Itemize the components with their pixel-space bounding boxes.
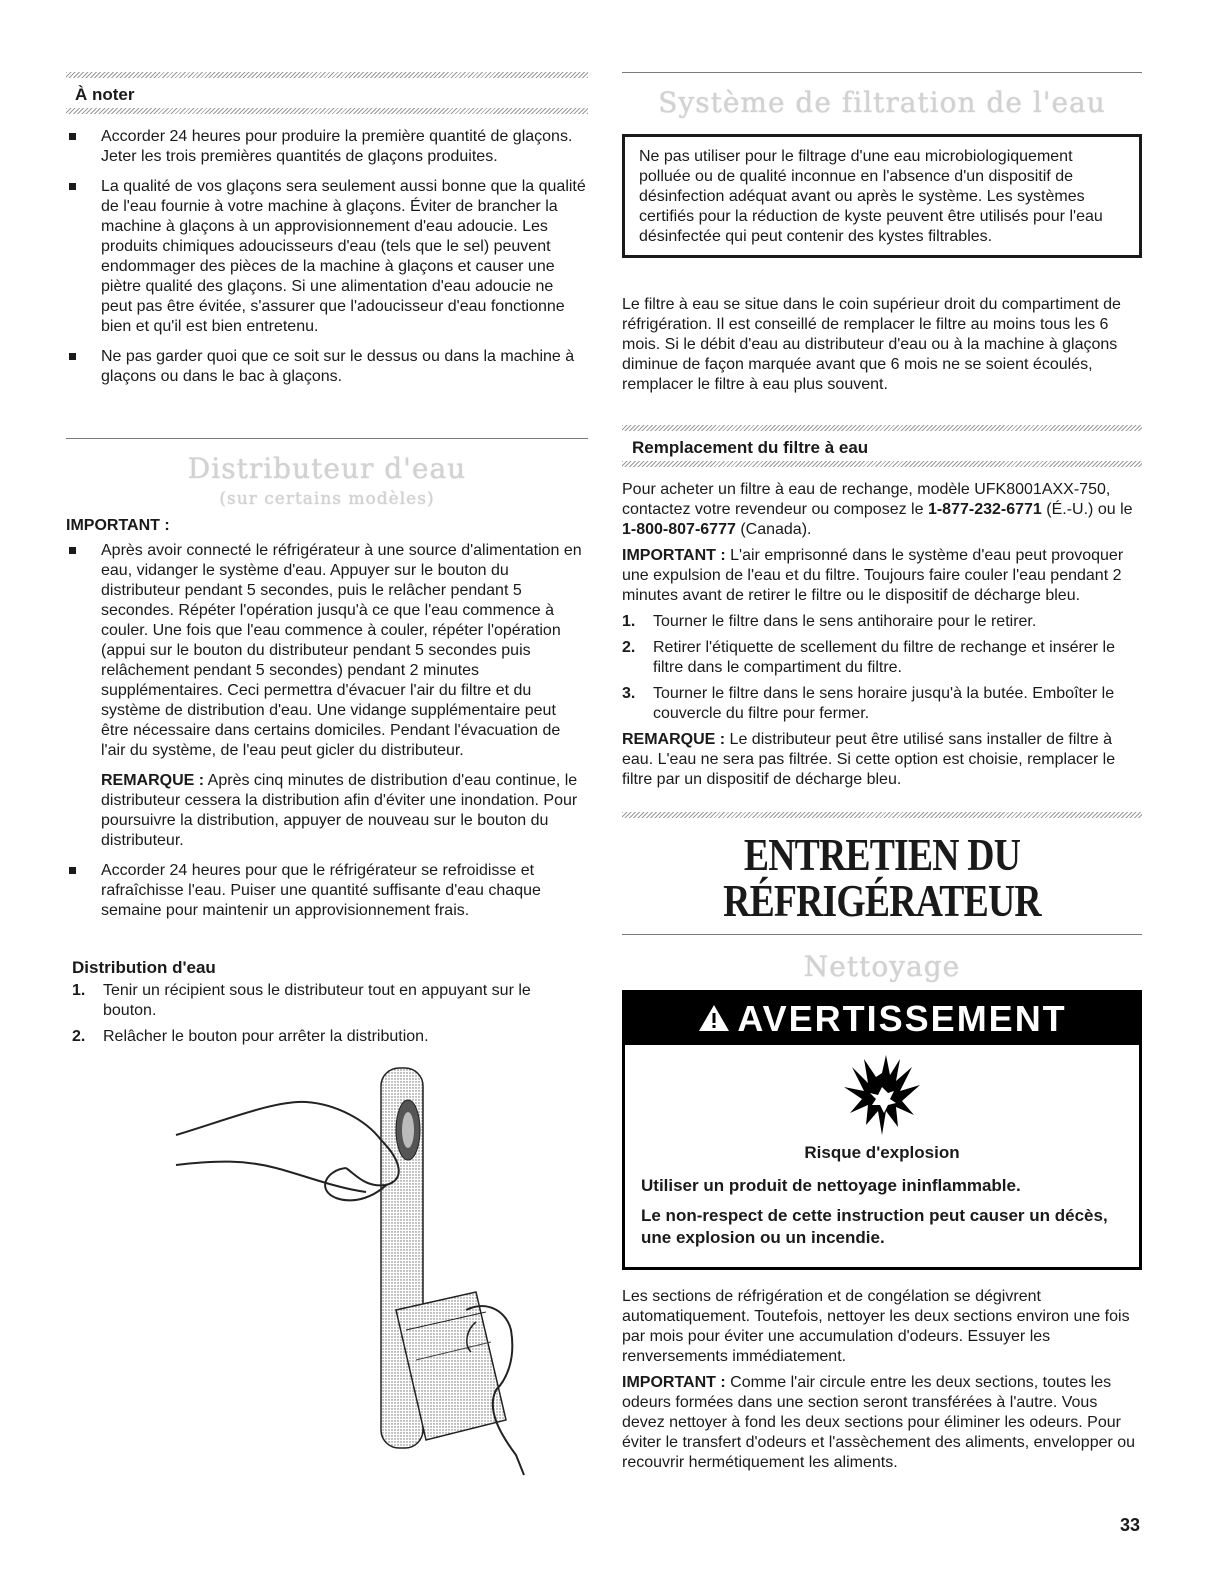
section-divider bbox=[66, 108, 588, 114]
dispenser-title: Distributeur d'eau bbox=[187, 452, 467, 485]
remarque-label: REMARQUE : bbox=[622, 731, 726, 748]
distribution-heading: Distribution d'eau bbox=[72, 958, 216, 977]
step-number: 2. bbox=[622, 639, 636, 656]
replace-section bbox=[622, 480, 1142, 796]
page-number: 33 bbox=[1120, 1515, 1141, 1535]
cleaning-section bbox=[622, 1287, 1142, 1479]
remarque-text: Le distributeur peut être utilisé sans installer de filtre à eau. L'eau ne sera pas filtrée. Si cette option est choisie, remplacer le filtre par un dispositif de décharge bleu. bbox=[622, 731, 1116, 788]
important-label: IMPORTANT : bbox=[622, 547, 726, 564]
important-paragraph bbox=[622, 1373, 1142, 1473]
section-rule bbox=[622, 72, 1142, 73]
buy-text: (É.-U.) ou le bbox=[1041, 501, 1133, 518]
warning-risk: Risque d'explosion bbox=[804, 1143, 960, 1162]
important-text: L'air emprisonné dans le système d'eau peut provoquer une expulsion de l'eau et du filtre. Toujours faire couler l'eau pendant 2 minutes avant de retirer le filtre ou le dispositif de décharge bleu. bbox=[622, 547, 1124, 604]
step-text: Tenir un récipient sous le distributeur tout en appuyant sur le bouton. bbox=[103, 982, 531, 1019]
cleaning-title: Nettoyage bbox=[803, 950, 961, 983]
buy-text: (Canada). bbox=[735, 521, 812, 538]
section-divider bbox=[622, 812, 1142, 818]
replace-heading: Remplacement du filtre à eau bbox=[632, 438, 869, 457]
step-number: 3. bbox=[622, 685, 636, 702]
caution-text: Ne pas utiliser pour le filtrage d'une eau microbiologiquement polluée ou de qualité inconnue en l'absence d'un dispositif de désinfection adéquat avant ou après le système. Les systèmes certifiés pour la réduction de kyste peuvent être utilisés pour l'eau désinfectée qui peut contenir des kystes filtrables. bbox=[639, 148, 1103, 245]
filter-steps bbox=[622, 612, 1142, 724]
step-item bbox=[72, 1027, 586, 1047]
step-item bbox=[72, 981, 586, 1021]
dispenser-subtitle: (sur certains modèles) bbox=[219, 489, 435, 509]
step-item bbox=[622, 612, 1142, 632]
list-item bbox=[66, 541, 586, 851]
cleaning-paragraph: Les sections de réfrigération et de congélation se dégivrent automatiquement. Toutefois, nettoyer les deux sections environ une fois par mois pour éviter une accumulation d'odeurs. Essuyer les renversements immédiatement. bbox=[622, 1288, 1130, 1365]
filtration-title: Système de filtration de l'eau bbox=[658, 86, 1106, 119]
important-label: IMPORTANT : bbox=[622, 1374, 726, 1391]
buy-paragraph bbox=[622, 480, 1142, 540]
section-divider bbox=[66, 72, 588, 78]
remarque-text: Après cinq minutes de distribution d'eau continue, le distributeur cessera la distribution afin d'éviter une inondation. Pour poursuivre la distribution, appuyer de nouveau sur le bouton du distributeur. bbox=[101, 772, 578, 849]
important-paragraph bbox=[622, 546, 1142, 606]
list-item-text: Après avoir connecté le réfrigérateur à une source d'alimentation en eau, vidanger le système d'eau. Appuyer sur le bouton du distributeur pendant 5 secondes, puis le relâcher pendant 5 secondes. Répéter l'opération jusqu'à ce que l'eau commence à couler. Une fois que l'eau commence à couler, répéter l'opération (appui sur le bouton du distributeur pendant 5 secondes puis relâchement pendant 5 secondes) pendant 2 minutes supplémentaires. Ceci permettra d'évacuer l'air du filtre et du système de distribution d'eau. Une vidange supplémentaire peut être nécessaire dans certains domiciles. Pendant l'évacuation de l'air du système, de l'eau peut gicler du distributeur. bbox=[101, 542, 582, 759]
dispenser-illustration bbox=[166, 1060, 546, 1480]
chapter-title-line2: RÉFRIGÉRATEUR bbox=[723, 875, 1041, 926]
warning-header bbox=[625, 993, 1139, 1045]
remarque-paragraph bbox=[101, 771, 586, 851]
remarque-label: REMARQUE : bbox=[101, 772, 205, 789]
warning-triangle-icon bbox=[697, 995, 731, 1047]
phone-canada: 1-800-807-6777 bbox=[622, 521, 736, 538]
step-item bbox=[622, 684, 1142, 724]
list-item: Ne pas garder quoi que ce soit sur le dessus ou dans la machine à glaçons ou dans le bac à glaçons. bbox=[66, 347, 586, 387]
warning-box bbox=[622, 990, 1142, 1270]
filter-location-text: Le filtre à eau se situe dans le coin supérieur droit du compartiment de réfrigération. Il est conseillé de remplacer le filtre au moins tous les 6 mois. Si le débit d'eau au distributeur d'eau ou à la machine à glaçons diminue de façon marquée avant que 6 mois ne se soient écoulés, remplacer le filtre à eau plus souvent. bbox=[622, 296, 1121, 393]
filter-caution-box bbox=[622, 134, 1142, 258]
warning-body bbox=[625, 1045, 1139, 1267]
dispenser-list bbox=[66, 541, 586, 931]
step-text: Tourner le filtre dans le sens antihoraire pour le retirer. bbox=[653, 613, 1037, 630]
section-divider bbox=[622, 425, 1142, 431]
list-item: Accorder 24 heures pour que le réfrigérateur se refroidisse et rafraîchisse l'eau. Puiser une quantité suffisante d'eau chaque semaine pour maintenir un approvisionnement frais. bbox=[66, 861, 586, 921]
step-item bbox=[622, 638, 1142, 678]
buy-text: Pour acheter un filtre à eau de rechange, modèle UFK8001AXX-750, contactez votre revendeur ou composez le bbox=[622, 481, 1111, 518]
list-item: La qualité de vos glaçons sera seulement aussi bonne que la qualité de l'eau fournie à votre machine à glaçons. Éviter de brancher la machine à glaçons à un approvisionnement d'eau adoucie. Les produits chimiques adoucisseurs d'eau (tels que le sel) peuvent endommager des pièces de la machine à glaçons et causer une piètre qualité des glaçons. Si une alimentation d'eau adoucie ne peut pas être évitée, s'assurer que l'adoucisseur d'eau fonctionne bien et qu'il est bien entretenu. bbox=[66, 177, 586, 337]
step-text: Retirer l'étiquette de scellement du filtre de rechange et insérer le filtre dans le compartiment du filtre. bbox=[653, 639, 1115, 676]
remarque-paragraph bbox=[622, 730, 1142, 790]
note-heading: À noter bbox=[75, 85, 135, 104]
explosion-icon bbox=[641, 1053, 1123, 1139]
note-list bbox=[66, 127, 586, 397]
warning-consequence: Le non-respect de cette instruction peut causer un décès, une explosion ou un incendie. bbox=[641, 1206, 1108, 1247]
step-text: Tourner le filtre dans le sens horaire jusqu'à la butée. Emboîter le couvercle du filtre pour fermer. bbox=[653, 685, 1115, 722]
step-text: Relâcher le bouton pour arrêter la distribution. bbox=[103, 1028, 429, 1045]
important-text: Comme l'air circule entre les deux sections, toutes les odeurs formées dans une section seront transférées à l'autre. Vous devez nettoyer à fond les deux sections pour éliminer les odeurs. Pour éviter le transfert d'odeurs et l'assèchement des aliments, envelopper ou recouvrir hermétiquement les aliments. bbox=[622, 1374, 1136, 1471]
step-number: 2. bbox=[72, 1028, 86, 1045]
list-item: Accorder 24 heures pour produire la première quantité de glaçons. Jeter les trois premières quantités de glaçons produites. bbox=[66, 127, 586, 167]
distribution-steps bbox=[72, 981, 586, 1053]
section-divider bbox=[622, 461, 1142, 467]
chapter-title-line1: ENTRETIEN DU bbox=[743, 829, 1021, 880]
warning-title: AVERTISSEMENT bbox=[737, 998, 1067, 1039]
section-rule bbox=[66, 438, 588, 439]
warning-instruction: Utiliser un produit de nettoyage ininflammable. bbox=[641, 1176, 1021, 1195]
section-rule bbox=[622, 934, 1142, 935]
step-number: 1. bbox=[72, 982, 86, 999]
step-number: 1. bbox=[622, 613, 636, 630]
phone-us: 1-877-232-6771 bbox=[927, 501, 1042, 518]
important-label: IMPORTANT : bbox=[66, 517, 170, 534]
